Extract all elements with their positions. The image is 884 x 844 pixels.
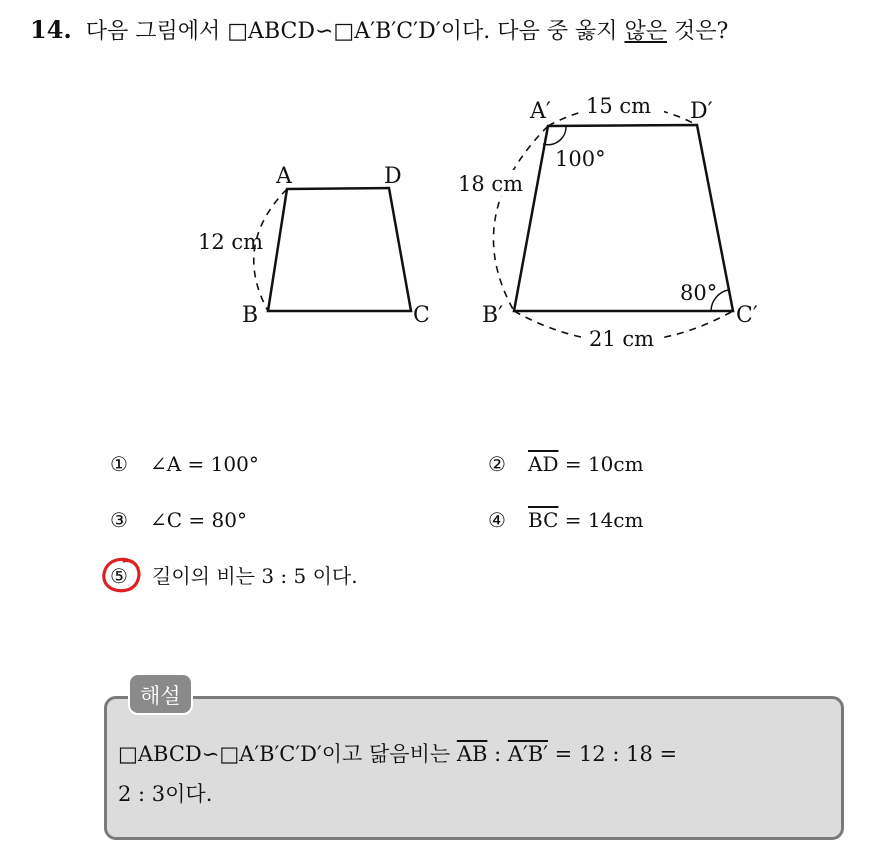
choice-number: ⑤ (110, 564, 128, 588)
question-number: 14. (30, 15, 72, 44)
question-text (30, 14, 870, 48)
large-label-d: D′ (690, 99, 713, 124)
choice-text: 길이의 비는 3 : 5 이다. (152, 564, 358, 588)
choice-3[interactable] (110, 506, 247, 534)
choice-text: = 14cm (558, 508, 644, 532)
choice-5[interactable] (110, 562, 358, 590)
choice-text: ∠C = 80° (150, 508, 247, 532)
explanation-text (118, 734, 828, 814)
large-label-a: A′ (530, 99, 551, 124)
large-side-ad: 15 cm (586, 94, 652, 118)
large-side-ab: 18 cm (458, 172, 524, 196)
choice-text: ∠A = 100° (150, 452, 259, 476)
explanation-tag: 해설 (128, 673, 193, 715)
large-label-c: C′ (736, 303, 758, 328)
question-text-before: 다음 그림에서 □ABCD∽□A′B′C′D′이다. 다음 중 옳지 (85, 19, 625, 44)
answer-mark-circle (100, 556, 144, 596)
small-label-b: B (242, 303, 259, 328)
trapezoid-figure (0, 80, 884, 370)
choice-4[interactable] (488, 506, 643, 534)
small-side-ab: 12 cm (198, 230, 264, 254)
choice-text: = 10cm (558, 452, 644, 476)
choice-2[interactable] (488, 450, 644, 478)
choice-1[interactable] (110, 450, 259, 478)
segment-ab: $\overline{AB}$ (456, 742, 488, 766)
segment-a-b-prime: A′B′ (507, 742, 548, 766)
large-side-bc: 21 cm (589, 327, 655, 351)
small-label-a: A (276, 164, 292, 189)
large-angle-c: 80° (680, 281, 718, 305)
large-ab-dashed-arc (493, 126, 548, 311)
explanation-line-1 (118, 734, 828, 774)
question-text-after: 것은? (666, 19, 729, 44)
large-angle-a: 100° (555, 147, 606, 171)
choice-number: ① (110, 452, 128, 476)
choice-number: ② (488, 452, 506, 476)
segment-ad: $\overline{AD}$ (528, 452, 559, 476)
explanation-part: □ABCD∽□A′B′C′D′이고 닮음비는 (118, 742, 457, 766)
question-underlined: 않은 (624, 19, 667, 44)
explanation-part: : (487, 742, 508, 766)
segment-bc: $\overline{BC}$ (528, 508, 559, 532)
explanation-line-2: 2 : 3이다. (118, 782, 213, 806)
choice-number: ④ (488, 508, 506, 532)
large-label-b: B′ (482, 303, 504, 328)
small-trapezoid (268, 188, 411, 311)
small-label-c: C (413, 303, 430, 328)
explanation-part: = 12 : 18 = (548, 742, 678, 766)
small-label-d: D (384, 164, 402, 189)
choice-number: ③ (110, 508, 128, 532)
